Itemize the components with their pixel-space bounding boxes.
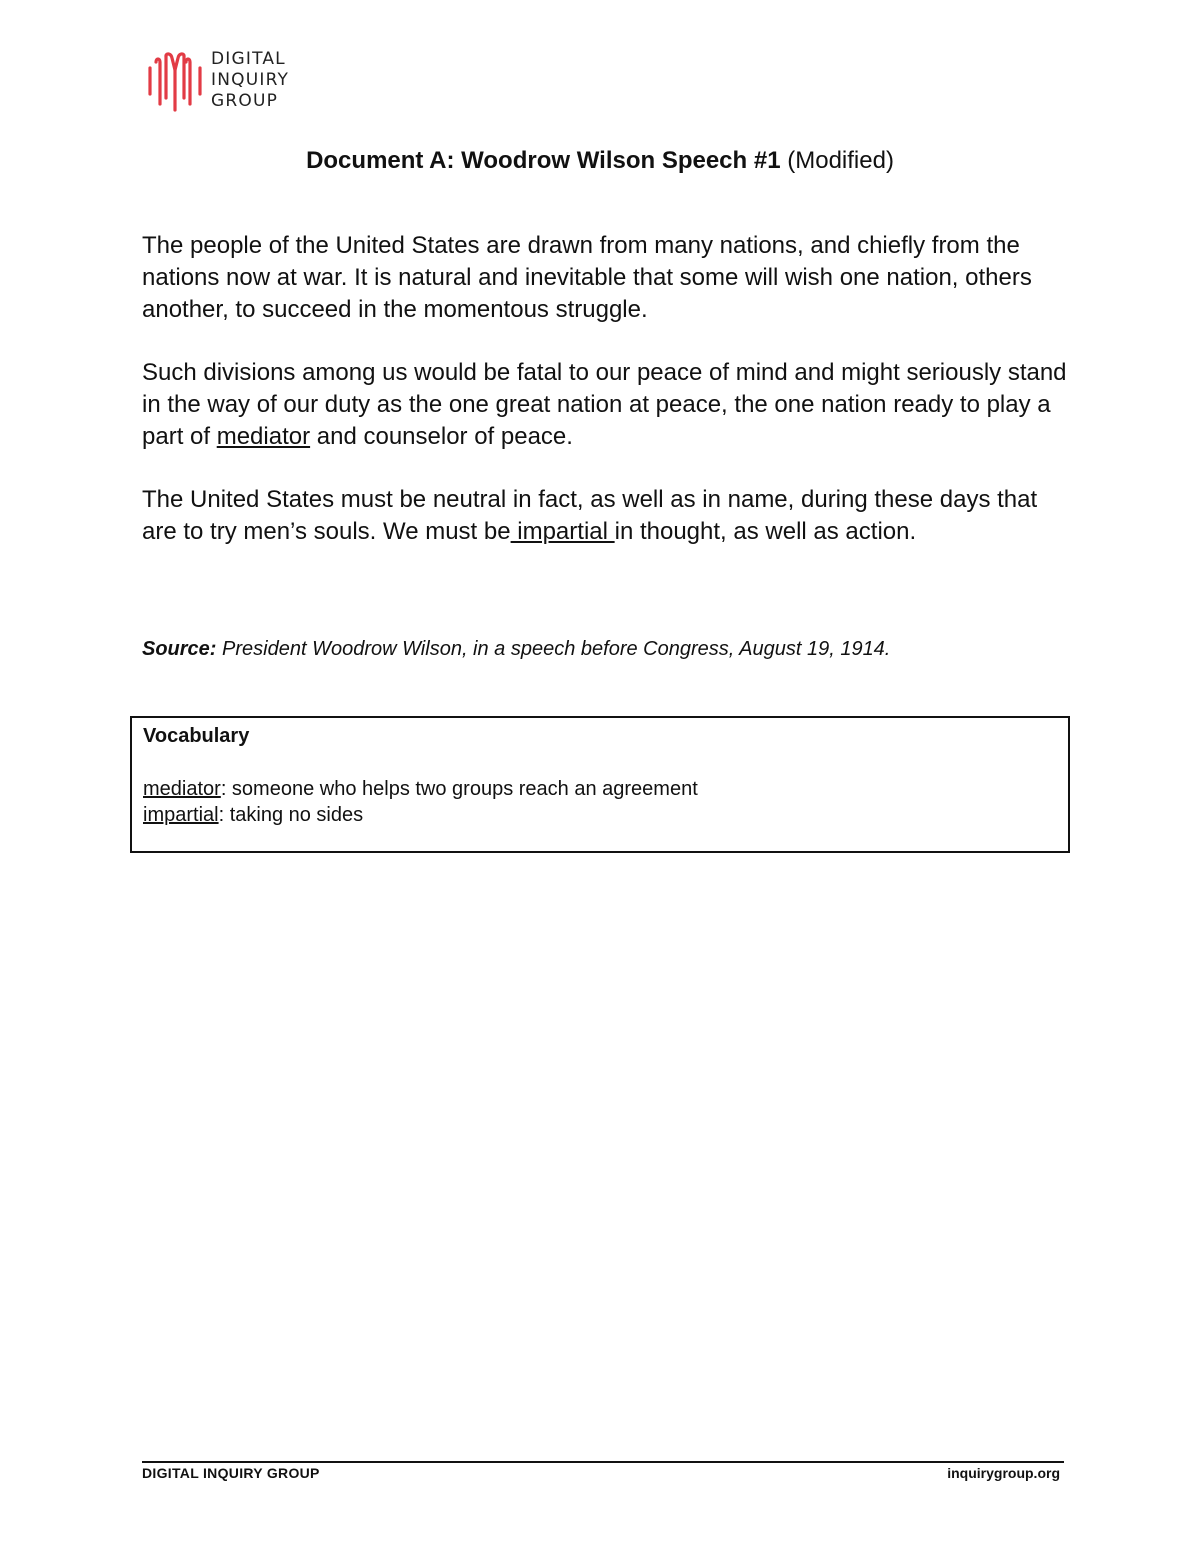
footer-website-link[interactable]: inquirygroup.org: [947, 1465, 1060, 1481]
vocab-term-mediator: mediator: [216, 423, 311, 450]
logo-line: INQUIRY: [211, 70, 290, 90]
paragraph-text: [142, 357, 1072, 453]
paragraph-segment: The United States must be neutral in fact, as well as in name, during these days that are to try men’s souls. We must be: [142, 486, 1038, 545]
vocabulary-heading: Vocabulary: [143, 725, 250, 747]
source-text: President Woodrow Wilson, in a speech before Congress, August 19, 1914.: [216, 638, 891, 660]
brand-logo: [147, 48, 289, 112]
logo-line: GROUP: [211, 91, 279, 111]
logo-line: DIGITAL: [211, 49, 286, 69]
document-title-main: Document A: Woodrow Wilson Speech #1: [306, 147, 781, 174]
speech-paragraph-1: [142, 230, 1072, 326]
vocabulary-definition: : taking no sides: [218, 804, 364, 826]
vocabulary-box: [130, 716, 1070, 853]
footer-organization: DIGITAL INQUIRY GROUP: [142, 1465, 320, 1481]
paragraph-segment: Such divisions among us would be fatal to our peace of mind and might seriously stand in the way of our duty as the one great nation at peace, the one nation ready to play a part of: [142, 359, 1067, 450]
vocabulary-definition: : someone who helps two groups reach an agreement: [220, 778, 698, 800]
paragraph-segment: and counselor of peace.: [310, 423, 573, 450]
paragraph-text: [142, 484, 1072, 548]
speech-paragraph-2: [142, 357, 1072, 453]
document-title: [0, 146, 1200, 176]
document-title-modifier: (Modified): [787, 147, 894, 174]
paragraph-segment: in thought, as well as action.: [614, 518, 917, 545]
vocabulary-item: [143, 802, 363, 828]
vocabulary-term: mediator: [143, 778, 221, 800]
footer-divider: [142, 1461, 1064, 1463]
logo-wordmark: [211, 49, 289, 112]
vocab-term-impartial: impartial: [510, 518, 615, 545]
speech-paragraph-3: [142, 484, 1072, 548]
paragraph-text: The people of the United States are drawn from many nations, and chiefly from the nations now at war. It is natural and inevitable that some will wish one nation, others another, to succeed in the momentous struggle.: [142, 232, 1032, 323]
vocabulary-item: [143, 776, 698, 802]
source-citation: [142, 635, 1072, 663]
source-label: Source:: [142, 638, 217, 660]
vocabulary-term: impartial: [143, 804, 219, 826]
digital-inquiry-group-logo-icon: [147, 48, 203, 112]
